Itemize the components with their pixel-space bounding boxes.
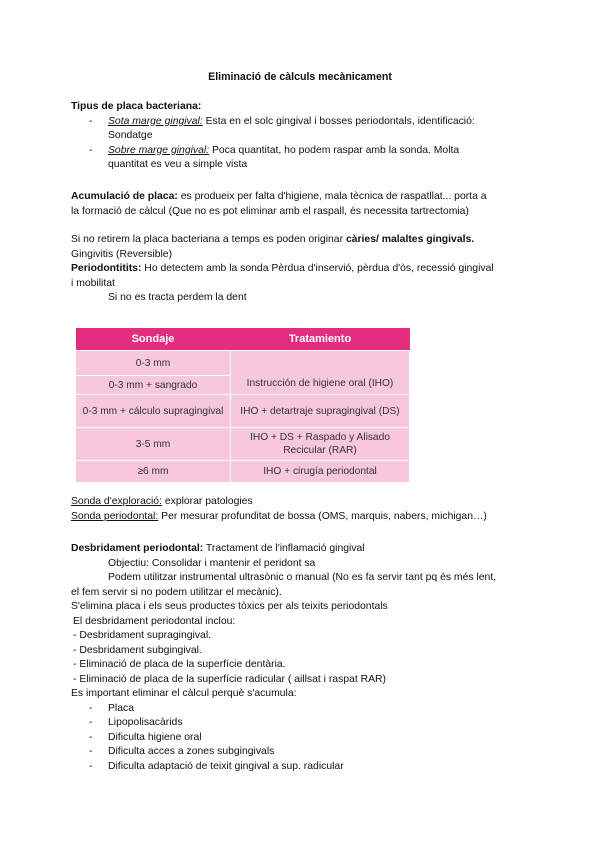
cell-sondaje: 0-3 mm + cálculo supragingival <box>76 395 231 428</box>
desbridament-section <box>71 542 531 774</box>
bullet-text: Lipopolisacàrids <box>108 717 183 728</box>
table-row <box>76 351 410 376</box>
bullet-text: Placa <box>108 702 134 714</box>
placa-item-term: Sota marge gingival: <box>108 115 203 127</box>
placa-item-cont: quantitat es veu a simple vista <box>108 159 248 170</box>
list-item: - Dificulta adaptació de teixit gingival a sup. radicular <box>89 760 344 772</box>
retirem-bold: càries/ malaltes gingivals. <box>345 234 475 245</box>
cell-tratamiento: IHO + DS + Raspado y Alisado Recicular (RAR) <box>231 428 410 461</box>
list-item: - Eliminació de placa de la superfície dentària. <box>73 659 286 670</box>
bullet-text: Dificulta adaptació de teixit gingival a sup. radicular <box>108 760 344 772</box>
desbridament-term: Desbridament periodontal: <box>71 543 204 554</box>
retirem-section <box>71 233 531 306</box>
table-row <box>76 395 410 428</box>
sonda-periodontal-term: Sonda periodontal: <box>71 510 159 522</box>
list-item: - Dificulta higiene oral <box>89 731 202 743</box>
cell-tratamiento: IHO + cirugía periodontal <box>231 461 410 483</box>
list-item: - Desbridament supragingival. <box>73 630 212 641</box>
header-tratamiento: Tratamiento <box>231 328 410 351</box>
podem-line1: Podem utilitzar instrumental ultrasònic o manual (No es fa servir tant pq és més lent, <box>108 572 497 583</box>
bullet-text: Dificulta higiene oral <box>108 731 202 743</box>
list-item: - Lipopolisacàrids <box>89 717 183 728</box>
table-row <box>76 428 410 461</box>
placa-section <box>71 100 531 173</box>
bullet-text: Dificulta acces a zones subgingivals <box>108 746 275 757</box>
list-item: - Placa <box>89 702 134 714</box>
tracta-line: Si no es tracta perdem la dent <box>108 292 247 303</box>
acumulacio-line2: la formació de càlcul (Que no es pot eliminar amb el raspall, és necessita tartrectomia) <box>71 205 469 217</box>
table-header-row <box>76 328 410 351</box>
acumulacio-term: Acumulació de placa: <box>71 191 178 202</box>
placa-item-sobre: - Sobre marge gingival: Poca quantitat, ho podem raspar amb la sonda. Molta quantitat es veu a simple vista <box>89 144 460 170</box>
header-sondaje: Sondaje <box>76 328 231 351</box>
placa-heading: Tipus de placa bacteriana: <box>71 101 202 112</box>
cell-sondaje: 0-3 mm + sangrado <box>76 376 231 395</box>
placa-item-text: Poca quantitat, ho podem raspar amb la sonda. Molta <box>209 144 460 156</box>
cell-sondaje: 0-3 mm <box>76 351 231 376</box>
retirem-line1: Si no retirem la placa bacteriana a temps es poden originar <box>71 234 346 245</box>
sonda-periodontal-text: Per mesurar profunditat de bossa (OMS, marquis, nabers, michigan…) <box>158 510 487 522</box>
periodontitis-term: Periodontitits: <box>71 263 142 274</box>
cell-sondaje: 3-5 mm <box>76 428 231 461</box>
inclou-line: El desbridament periodontal inclou: <box>73 615 236 627</box>
table-row <box>76 461 410 483</box>
placa-item-sota: - Sota marge gingival: Esta en el solc gingival i bosses periodontals, identificació: Sondatge <box>89 115 475 141</box>
acumulacio-line1: es produeix per falta d'higiene, mala tècnica de raspatllat... porta a <box>177 191 487 202</box>
desbridament-text: Tractament de l'inflamació gingival <box>203 543 365 554</box>
placa-item-cont: Sondatge <box>108 130 153 141</box>
sondaje-table <box>75 328 410 483</box>
important-line: Es important eliminar el càlcul perquè s'acumula: <box>71 688 297 699</box>
cell-sondaje: ≥6 mm <box>76 461 231 483</box>
objectiu-line: Objectiu: Consolidar i mantenir el peridont sa <box>108 557 316 569</box>
elimina-line: S'elimina placa i els seus productes tòxics per als teixits periodontals <box>71 601 388 612</box>
sondes-section <box>71 495 531 524</box>
placa-item-term: Sobre marge gingival: <box>108 144 210 156</box>
list-item: - Eliminació de placa de la superfície radicular ( aillsat i raspat RAR) <box>73 673 387 685</box>
cell-tratamiento: IHO + detartraje supragingival (DS) <box>231 395 410 428</box>
acumulacio-section <box>71 190 531 219</box>
sonda-exploracio-term: Sonda d'exploració: <box>71 496 162 507</box>
periodontitis-text: Ho detectem amb la sonda Pèrdua d'inservió, pèrdua d'òs, recessió gingival <box>141 263 494 274</box>
list-item: - Dificulta acces a zones subgingivals <box>89 746 275 757</box>
periodontitis-cont: i mobilitat <box>71 277 115 289</box>
page-title: Eliminació de càlculs mecànicament <box>208 71 392 83</box>
sonda-exploracio-text: explorar patologies <box>161 496 253 507</box>
cell-tratamiento: Instrucción de higiene oral (IHO) <box>231 351 410 395</box>
placa-item-text: Esta en el solc gingival i bosses periodontals, identificació: <box>202 115 475 127</box>
gingivitis-line: Gingivitis (Reversible) <box>71 248 173 260</box>
podem-line2: el fem servir si no podem utilitzar el mecànic). <box>71 586 282 598</box>
list-item: - Desbridament subgingival. <box>73 644 202 656</box>
